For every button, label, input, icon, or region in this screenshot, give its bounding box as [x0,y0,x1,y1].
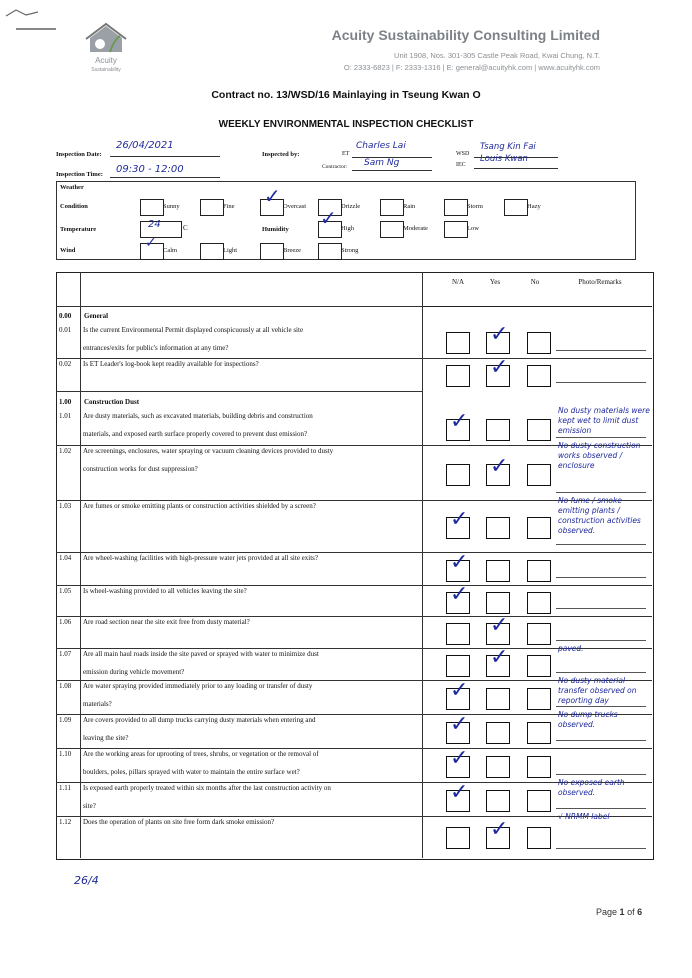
condition-check-icon: ✓ [264,184,281,208]
answer-yes-checkbox[interactable] [486,560,510,582]
answer-na-checkbox[interactable] [446,623,470,645]
logo-text: Acuity [95,56,117,65]
row-number: 1.01 [59,412,72,420]
logo-subtext: Sustainability [91,67,121,73]
answer-yes-checkbox[interactable] [486,419,510,441]
page-label: Page [596,907,618,917]
row-remark: No dusty material transfer observed on reporting day [558,676,637,705]
condition-drizzle-label: Drizzle [341,203,361,210]
row-question-line2: emission during vehicle movement? [83,668,185,676]
row-number: 1.11 [59,784,71,792]
answer-no-checkbox[interactable] [527,688,551,710]
row-question-line1: Are screenings, enclosures, water spraying or vacuum cleaning devices provided to dusty [83,447,334,455]
wsd-label: WSD [456,151,470,157]
date-label: Inspection Date: [56,151,102,158]
remark-underline [556,848,646,849]
condition-rain-checkbox[interactable] [380,199,404,216]
answer-yes-checkbox[interactable] [486,756,510,778]
answer-yes-checkbox[interactable] [486,722,510,744]
row-number: 1.02 [59,447,72,455]
answer-yes-checkbox[interactable] [486,517,510,539]
answer-check-icon: ✓ [450,507,469,532]
row-question-line2: boulders, poles, pillars sprayed with water to maintain the entire surface wet? [83,768,300,776]
iec-value: Louis Kwan [480,154,528,164]
temperature-value: 24 [148,219,161,230]
row-question-line1: Is wheel-washing provided to all vehicles leaving the site? [83,587,247,595]
answer-yes-checkbox[interactable] [486,688,510,710]
page-total: 6 [637,907,643,917]
company-address: Unit 1908, Nos. 301-305 Castle Peak Road, Kwai Chung, N.T. [394,51,600,60]
col-divider-num [80,272,81,858]
house-logo-icon [80,22,132,56]
row-question-line1: Are water spraying provided immediately prior to any loading or transfer of dusty [83,682,313,690]
answer-no-checkbox[interactable] [527,464,551,486]
row-question-line1: Are covers provided to all dump trucks carrying dusty materials when entering and [83,716,316,724]
row-number: 1.07 [59,650,72,658]
row-number: 1.10 [59,750,72,758]
humidity-moderate-checkbox[interactable] [380,221,404,238]
answer-na-checkbox[interactable] [446,464,470,486]
contract-title: Contract no. 13/WSD/16 Mainlaying in Tseung Kwan O [211,89,481,101]
remark-underline [556,672,646,673]
condition-fine-checkbox[interactable] [200,199,224,216]
row-question-line1: Are road section near the site exit free from dusty material? [83,618,250,626]
remark-underline [556,740,646,741]
remark-underline [556,577,646,578]
remark-underline [556,544,646,545]
answer-check-icon: ✓ [450,780,469,805]
wind-label: Wind [60,247,76,254]
row-remark: No fume / smoke emitting plants / construction activities observed. [558,496,641,535]
answer-yes-checkbox[interactable] [486,790,510,812]
contractor-value: Sam Ng [364,158,400,168]
wind-strong-checkbox[interactable] [318,243,342,260]
remark-underline [556,808,646,809]
company-logo [80,22,132,78]
row-remark: √ NRMM label [558,812,610,821]
row-remark: No dusty materials were kept wet to limit dust emission [558,406,650,435]
page-of: of [627,907,635,917]
row-question-line1: Is the current Environmental Permit displayed conspicuously at all vehicle site [83,326,304,334]
answer-check-icon: ✓ [450,549,469,575]
row-number: 1.04 [59,554,72,562]
remark-underline [556,706,646,707]
company-name: Acuity Sustainability Consulting Limited [331,27,600,43]
condition-sunny-checkbox[interactable] [140,199,164,216]
inspected-by-label: Inspected by: [262,151,300,158]
answer-no-checkbox[interactable] [527,419,551,441]
wind-strong-label: Strong [341,247,359,254]
condition-fine-label: Fine [223,203,235,210]
humidity-label: Humidity [262,226,289,233]
col-divider-question [422,272,423,858]
section-dust-num: 1.00 [59,398,72,406]
remark-underline [556,640,646,641]
row-question-line2: leaving the site? [83,734,129,742]
time-label: Inspection Time: [56,171,103,178]
iec-underline [474,168,558,169]
answer-check-icon: ✓ [490,613,509,638]
iec-label: IEC [456,162,466,168]
answer-check-icon: ✓ [490,645,509,670]
answer-no-checkbox[interactable] [527,790,551,812]
date-value: 26/04/2021 [116,140,174,151]
corner-mark [4,6,44,20]
row-question-line2: site? [83,802,96,810]
row-number: 1.12 [59,818,72,826]
row-number: 1.09 [59,716,72,724]
section-dust-divider [56,391,422,392]
answer-no-checkbox[interactable] [527,827,551,849]
condition-storm-label: Storm [467,203,483,210]
row-number: 1.08 [59,682,72,690]
section-dust-title: Construction Dust [84,398,140,406]
company-contact: O: 2333-6823 | F: 2333-1316 | E: general@acuityhk.com | www.acuityhk.com [343,63,600,72]
answer-check-icon: ✓ [450,712,469,737]
humidity-low-checkbox[interactable] [444,221,468,238]
answer-no-checkbox[interactable] [527,623,551,645]
weather-title: Weather [60,184,84,191]
contractor-label: Contractor: [322,164,348,170]
wind-light-label: Light [223,247,238,254]
condition-overcast-label: Overcast [283,203,307,210]
row-question-line2: materials, and exposed earth surface properly covered to prevent dust emission? [83,430,308,438]
answer-no-checkbox[interactable] [527,655,551,677]
answer-no-checkbox[interactable] [527,365,551,387]
row-remark: paved. [558,644,584,653]
temperature-unit: C [183,224,188,232]
wind-breeze-checkbox[interactable] [260,243,284,260]
wsd-value: Tsang Kin Fai [480,142,536,152]
contractor-underline [352,170,432,171]
humidity-high-label: High [341,225,354,232]
answer-check-icon: ✓ [490,322,509,347]
row-question-line1: Are fumes or smoke emitting plants or construction activities shielded by a screen? [83,502,316,510]
condition-hazy-checkbox[interactable] [504,199,528,216]
col-header-yes: Yes [489,278,501,286]
remark-underline [556,774,646,775]
row-question-line1: Are the working areas for uprooting of trees, shrubs, or vegetation or the removal of [83,750,319,758]
row-number: 0.01 [59,326,72,334]
section-general-title: General [84,312,109,320]
condition-storm-checkbox[interactable] [444,199,468,216]
answer-check-icon: ✓ [450,746,469,771]
scan-mark [16,28,56,30]
date-underline [110,156,220,157]
row-question-line2: materials? [83,700,112,708]
row-remark: No exposed earth observed. [558,778,625,797]
remark-underline [556,382,646,383]
wind-breeze-label: Breeze [283,247,302,254]
et-value: Charles Lai [356,141,406,151]
wind-light-checkbox[interactable] [200,243,224,260]
answer-no-checkbox[interactable] [527,560,551,582]
answer-check-icon: ✓ [490,355,509,380]
row-question-line1: Are all main haul roads inside the site paved or sprayed with water to minimize dust [83,650,319,658]
answer-no-checkbox[interactable] [527,756,551,778]
row-remark: No dusty construction works observed / enclosure [558,441,641,470]
humidity-moderate-label: Moderate [403,225,428,232]
row-number: 0.02 [59,360,72,368]
remark-underline [556,608,646,609]
form-title: WEEKLY ENVIRONMENTAL INSPECTION CHECKLIST [218,119,474,130]
et-label: ET [342,151,350,157]
humidity-low-label: Low [467,225,479,232]
footer-initials: 26/4 [74,874,99,887]
condition-sunny-label: Sunny [163,203,180,210]
condition-rain-label: Rain [403,203,416,210]
answer-no-checkbox[interactable] [527,592,551,614]
row-question-line2: construction works for dust suppression? [83,465,198,473]
temperature-label: Temperature [60,226,97,233]
answer-check-icon: ✓ [490,453,509,479]
wind-check-icon: ✓ [145,235,157,251]
answer-yes-checkbox[interactable] [486,592,510,614]
remark-underline [556,437,646,438]
time-value: 09:30 - 12:00 [116,164,184,175]
answer-check-icon: ✓ [450,581,469,607]
answer-check-icon: ✓ [490,817,509,842]
answer-no-checkbox[interactable] [527,332,551,354]
remark-underline [556,350,646,351]
condition-label: Condition [60,203,88,210]
row-question-line1: Are wheel-washing facilities with high-pressure water jets provided at all site exits? [83,554,319,562]
answer-na-checkbox[interactable] [446,655,470,677]
row-number: 1.05 [59,587,72,595]
condition-hazy-label: Hazy [527,203,541,210]
remark-underline [556,492,646,493]
wind-calm-label: Calm [163,247,178,254]
humidity-check-icon: ✓ [320,206,337,230]
answer-na-checkbox[interactable] [446,365,470,387]
answer-check-icon: ✓ [450,408,469,434]
row-question-line1: Is exposed earth properly treated within six months after the last construction activity on [83,784,331,792]
section-general-divider [56,306,422,307]
answer-no-checkbox[interactable] [527,722,551,744]
col-header-na: N/A [451,278,465,286]
row-number: 1.03 [59,502,72,510]
row-question-line2: entrances/exits for public's information at any time? [83,344,229,352]
col-header-remarks: Photo/Remarks [578,278,622,286]
row-question-line1: Is ET Leader's log-book kept readily available for inspections? [83,360,259,368]
answer-na-checkbox[interactable] [446,332,470,354]
row-number: 1.06 [59,618,72,626]
answer-na-checkbox[interactable] [446,827,470,849]
time-underline [110,177,220,178]
row-question-line1: Does the operation of plants on site free form dark smoke emission? [83,818,275,826]
answer-check-icon: ✓ [450,678,469,703]
row-remark: No dump trucks observed. [558,710,618,729]
page-number: 1 [619,907,625,917]
section-general-num: 0.00 [59,312,72,320]
answer-no-checkbox[interactable] [527,517,551,539]
row-question-line1: Are dusty materials, such as excavated materials, building debris and construction [83,412,313,420]
page-indicator [596,907,642,917]
col-header-no: No [530,278,540,286]
